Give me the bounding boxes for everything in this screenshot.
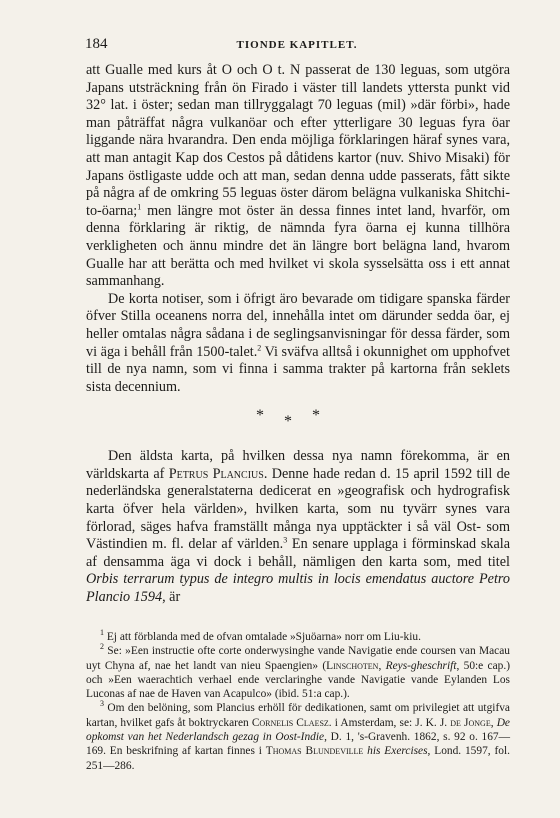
paragraph-2	[86, 291, 510, 397]
footnote-mark: 3	[100, 699, 104, 709]
footnote-author: Thomas Blundeville	[265, 745, 364, 758]
footnote-work-title: Reys-gheschrift	[385, 659, 457, 672]
footnote-2	[86, 644, 510, 701]
footnote-3-text-end: , Lond. 1597, fol. 251—286.	[86, 745, 510, 772]
footnote-author: Linschoten	[326, 659, 379, 672]
footnote-ref-2: 2	[257, 342, 262, 352]
paragraph-1-text-cont: men längre mot öster än dessa finnes intet land, hvarför, om denna förklaring är riktig, de nämnda fyra öarna ej kunna tillhöra verkligheten och ännu mindre det än längre bort belägna land, hvarom Gualle har att berätta och med hvilket vi skola sysselsätta oss i ett annat sammanhang.	[86, 202, 510, 290]
footnote-ref-3: 3	[283, 535, 288, 545]
footnote-2-text: Se: »Een instructie ofte corte onderwysinghe vande Navigatie ende coursen van Macau uyt Chyna af, nae het landt van nieu Spaengien» (	[86, 645, 510, 672]
footnote-mark: 1	[100, 628, 104, 638]
footnote-3-text-cont2: ,	[490, 716, 497, 729]
footnote-3-text: Om den belöning, som Plancius erhöll för dedikationen, samt om privilegiet att utgifva kartan, hvilket gafs åt boktryckaren	[86, 702, 510, 729]
page-number: 184	[85, 36, 108, 52]
person-name: Petrus Plancius	[168, 465, 264, 482]
asterism-star: *	[256, 407, 284, 425]
body-text	[86, 62, 510, 607]
paragraph-3-text: Den äldsta karta, på hvilken dessa nya namn förekomma, är en världskarta af	[86, 448, 510, 482]
footnote-1	[86, 630, 510, 644]
section-break-asterism	[86, 407, 510, 431]
asterism-star: *	[284, 413, 312, 431]
paragraph-3-text-cont2: En senare upplaga i förminskad skala af densamma äga vi dock i behåll, nämligen den karta som, med titel	[86, 536, 510, 570]
footnote-3-text-cont: . i Amsterdam, se: J. K. J.	[328, 716, 451, 729]
footnote-ref-1: 1	[137, 202, 142, 212]
footnote-work-title: his Exercises	[367, 745, 428, 758]
paragraph-1	[86, 62, 510, 291]
footnotes	[86, 630, 510, 773]
footnote-2-text-cont: ,	[378, 659, 386, 672]
paragraph-3	[86, 448, 510, 606]
footnote-2-text-end: , 50:e cap.) och »Een waerachtich verhael ende verclaringhe vande Navigatie vande Eylanden Los Luconas af nae de Haven van Acapulco» (ibid. 51:a cap.).	[86, 659, 510, 701]
paragraph-1-text: att Gualle med kurs åt O och O t. N passerat de 130 leguas, som utgöra Japans utsträckning från ön Firado i väster till landets yttersta punkt vid 32° lat. i öster; sedan man tillryggalagt 70 leguas (mil) »där förbi», hade man påträffat några vulkanöar och efter ytterligare 30 leguas fyra öar liggande nära hvarandra. Den enda möjliga förklaringen häraf synes vara, att man antagit Kap dos Cestos på dåtidens kartor (nuv. Shivo Misaki) för Japans östligaste udde och att man, sedan denna udde passerats, fått sikte på några af de omkring 55 leguas öster därom belägna vulkaniska Shitchi-to-öarna;	[86, 62, 510, 219]
footnote-printer: Cornelis Claesz	[251, 716, 329, 729]
chapter-title: TIONDE KAPITLET.	[236, 39, 358, 51]
footnote-mark: 2	[100, 642, 104, 652]
footnote-work-title: De opkomst van het Nederlandsch gezag in Oost-Indie	[86, 716, 510, 744]
paragraph-3-text-end: , är	[162, 589, 181, 606]
running-head	[85, 36, 509, 56]
paragraph-3-text-cont: . Denne hade redan d. 15 april 1592 till de nederländska generalstaterna dedicerat en »geografisk och hydrografisk karta öfver hela världen», hvilken karta, som nu tyvärr synes vara förlorad, säges hafva framställt många nya upptäckter i så väl Ost- som Västindien m. fl. delar af världen.	[86, 465, 510, 553]
footnote-3	[86, 701, 510, 772]
paragraph-2-text: De korta notiser, som i öfrigt äro bevarade om tidigare spanska färder öfver Stilla oceanens norra del, innehålla intet om därunder sedda öar, ej heller omtalas några sådana i de seglingsanvisningar för dessa färder, som vi äga i behåll från 1500-talet.	[86, 290, 510, 360]
paragraph-2-text-cont: Vi sväfva alltså i okunnighet om upphofvet till de nya namn, som vi finna i samma trakter på kartorna från seklets sista decennium.	[86, 343, 510, 395]
map-title: Orbis terrarum typus de integro multis in locis emendatus auctore Petro Plancio 1594	[86, 571, 510, 606]
footnote-1-text: Ej att förblanda med de ofvan omtalade »Sjuöarna» norr om Liu-kiu.	[104, 631, 421, 643]
footnote-author: de Jonge	[450, 716, 491, 729]
footnote-3-text-cont3: , D. 1, 's-Gravenh. 1862, s. 92 o. 167—169. En beskrifning af kartan finnes i	[86, 731, 510, 758]
asterism-star: *	[312, 407, 340, 425]
